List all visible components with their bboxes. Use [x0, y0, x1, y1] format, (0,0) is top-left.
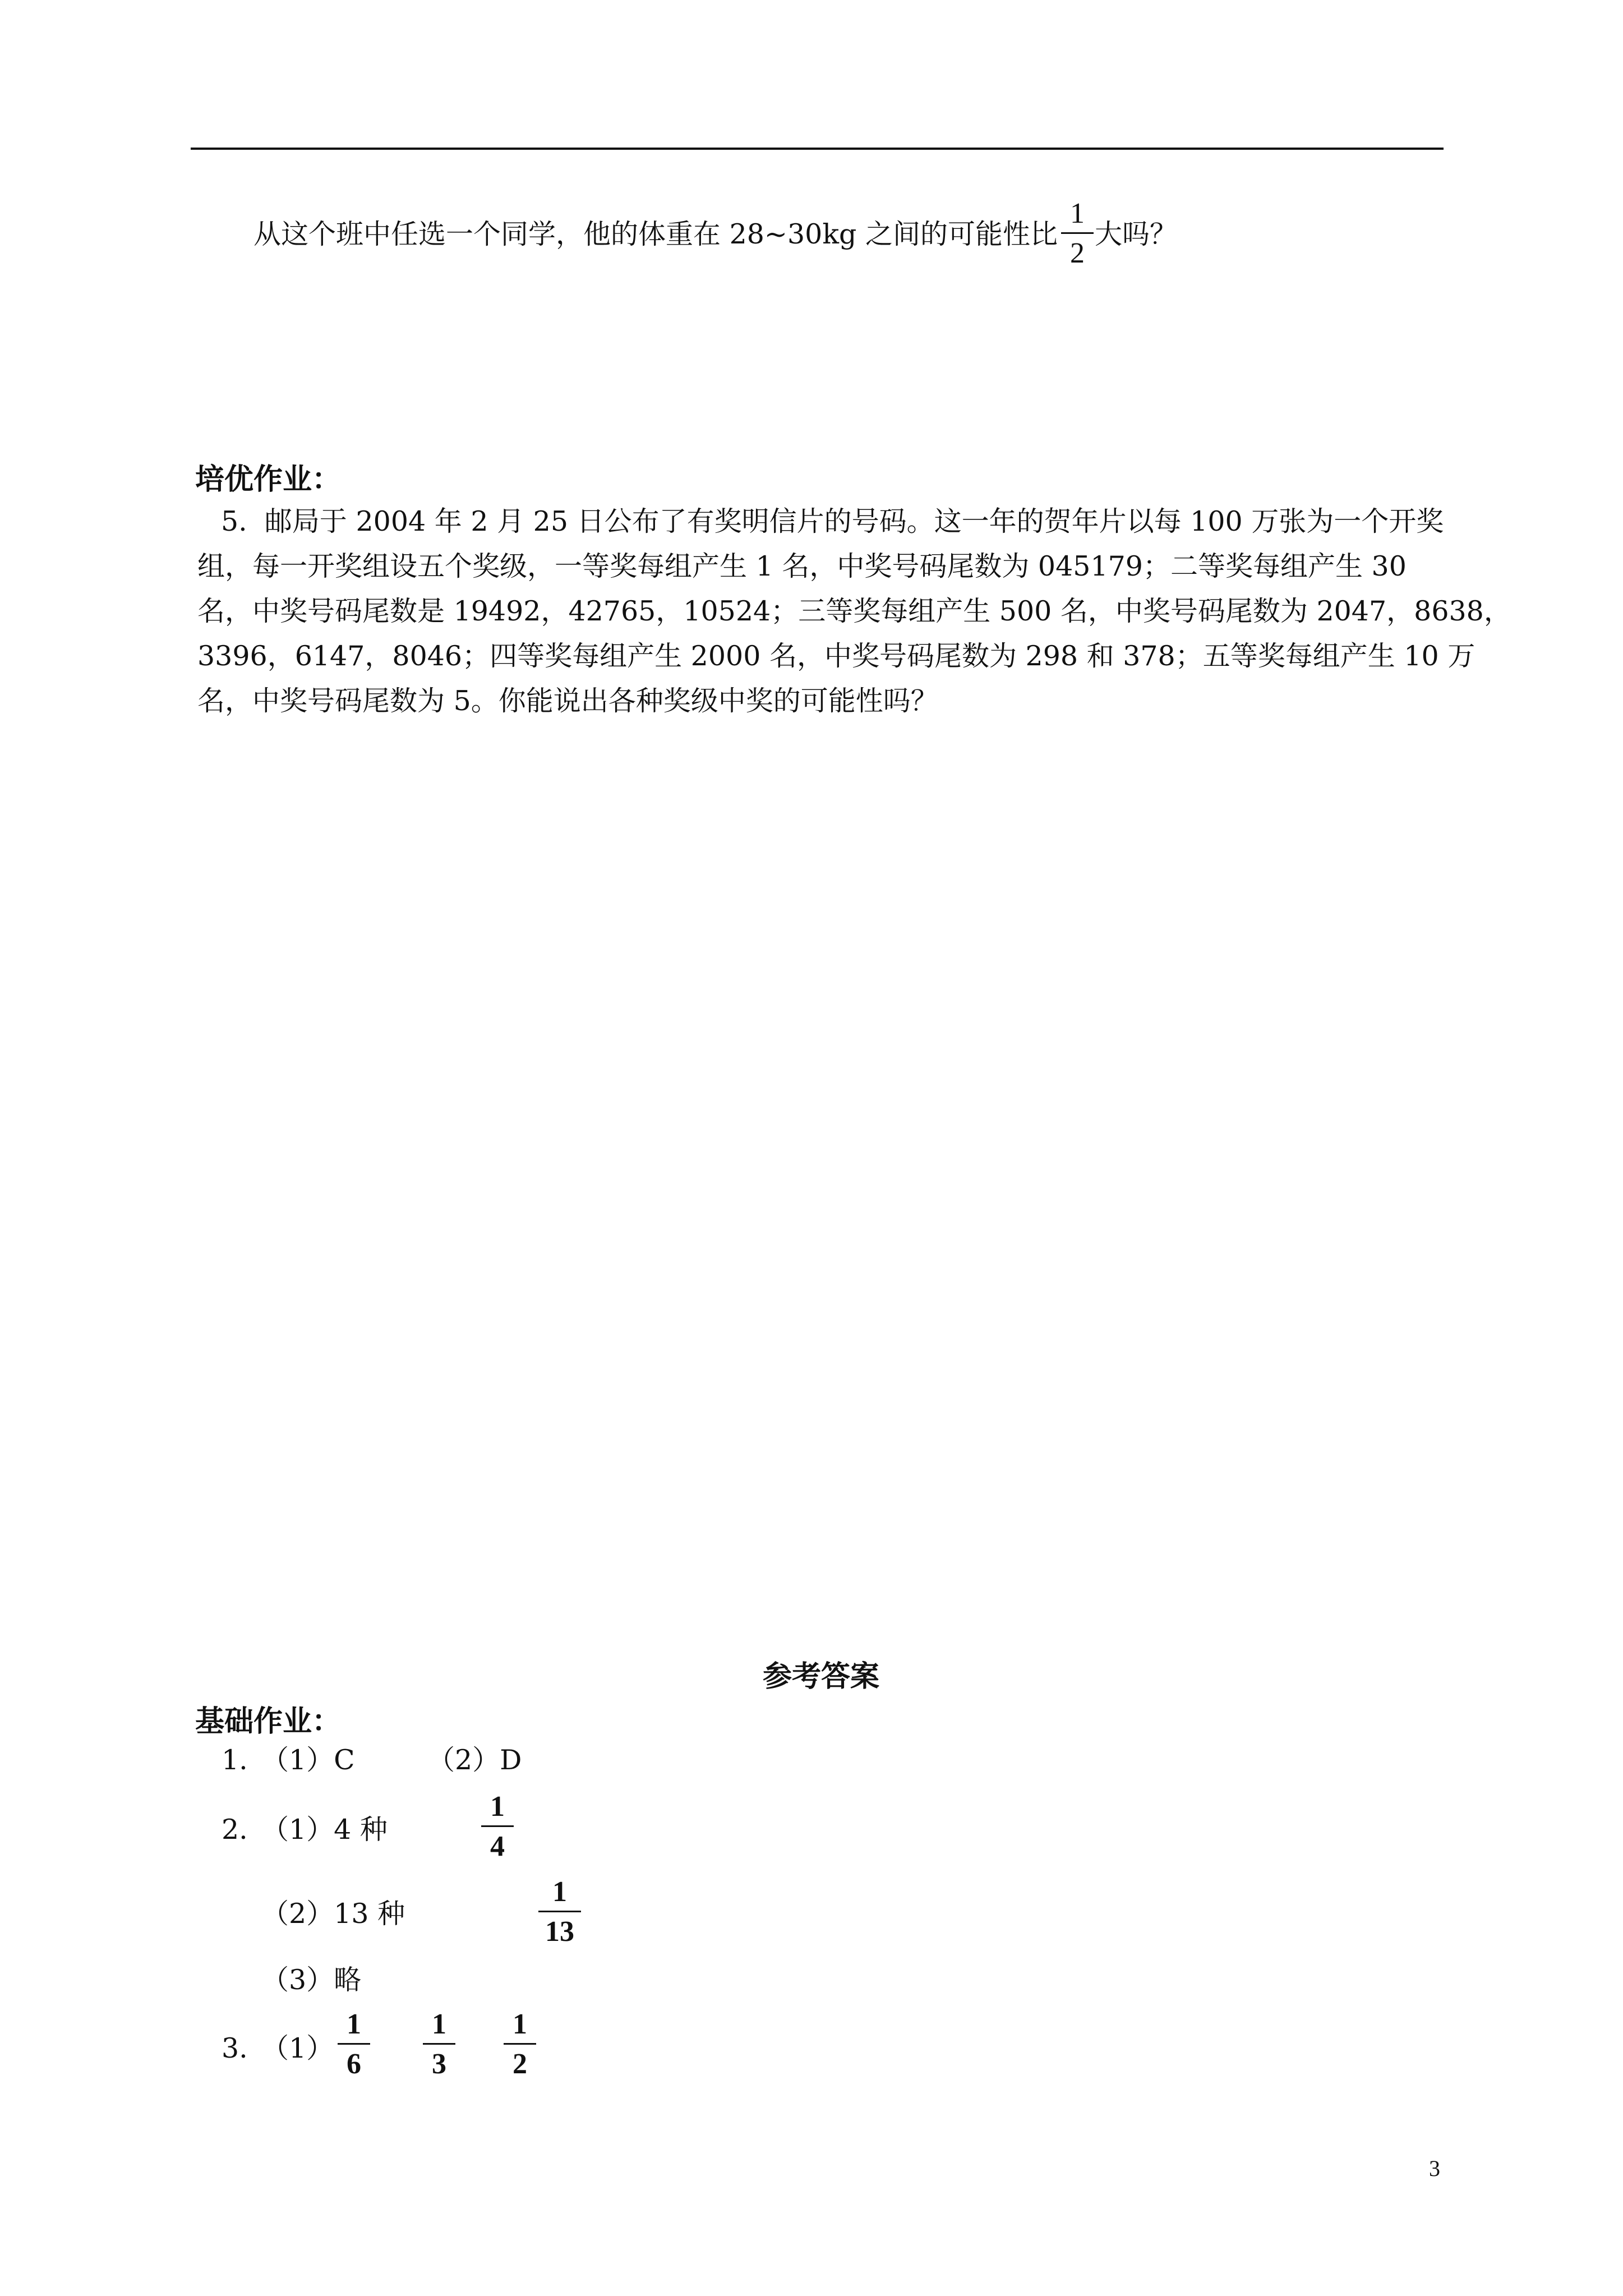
fraction-bar	[481, 1825, 514, 1827]
question-line: 名，中奖号码尾数为 5。你能说出各种奖级中奖的可能性吗？	[197, 685, 938, 717]
fraction-numerator: 1	[432, 2008, 446, 2040]
answer-2-part2-fraction	[538, 1876, 581, 1948]
answer-2-part1-fraction	[481, 1791, 514, 1863]
fraction-denominator: 3	[432, 2048, 446, 2080]
answers-title: 参考答案	[763, 1659, 880, 1694]
question-text: 邮局于 2004 年 2 月 25 日公布了有奖明信片的号码。这一年的贺年片以每 100 万张为一个开奖	[264, 505, 1444, 537]
answer-2-number: 2.	[222, 1814, 248, 1846]
answer-3-fraction-1	[338, 2008, 370, 2081]
fraction-denominator: 2	[513, 2048, 527, 2080]
question-line: 3396，6147，8046；四等奖每组产生 2000 名，中奖号码尾数为 298 和 378；五等奖每组产生 10 万	[197, 640, 1476, 672]
answer-2-part1-label: （1）4 种	[261, 1814, 388, 1846]
fraction-numerator: 1	[347, 2008, 361, 2040]
fraction-bar	[423, 2043, 455, 2045]
answer-3-fraction-3	[504, 2008, 536, 2081]
question-tail-fraction	[1061, 197, 1094, 270]
question-tail-prefix: 从这个班中任选一个同学，他的体重在 28~30kg 之间的可能性比	[253, 218, 1058, 250]
page-number: 3	[1429, 2156, 1440, 2181]
answer-2-part3-label: （3）略	[261, 1964, 362, 1996]
answer-3-label: （1）	[261, 2032, 334, 2064]
fraction-denominator: 2	[1070, 237, 1085, 269]
fraction-numerator: 1	[1070, 197, 1085, 229]
fraction-numerator: 1	[490, 1791, 505, 1823]
question-tail-suffix: 大吗？	[1095, 218, 1178, 250]
item-number: 5.	[221, 505, 247, 537]
fraction-denominator: 13	[545, 1916, 574, 1948]
advanced-section-heading: 培优作业：	[195, 462, 342, 496]
answer-3-fraction-2	[423, 2008, 455, 2081]
answer-1-part1: （1）C	[261, 1744, 355, 1776]
answer-2-part2-label: （2）13 种	[261, 1898, 405, 1930]
fraction-denominator: 6	[347, 2048, 361, 2080]
fraction-denominator: 4	[490, 1830, 505, 1862]
question-line: 名，中奖号码尾数是 19492，42765，10524；三等奖每组产生 500 名，中奖号码尾数为 2047，8638，	[197, 595, 1511, 627]
answer-1-number: 1.	[222, 1744, 248, 1776]
fraction-bar	[338, 2043, 370, 2045]
question-line	[197, 499, 1448, 544]
advanced-question-5	[197, 499, 1511, 724]
fraction-bar	[1061, 232, 1094, 234]
fraction-numerator: 1	[513, 2008, 527, 2040]
fraction-numerator: 1	[552, 1876, 567, 1908]
answer-1-part2: （2）D	[427, 1744, 522, 1776]
fraction-bar	[538, 1911, 581, 1912]
fraction-bar	[504, 2043, 536, 2045]
question-line: 组，每一开奖组设五个奖级，一等奖每组产生 1 名，中奖号码尾数为 045179；二等奖每组产生 30	[197, 550, 1407, 582]
answer-3-number: 3.	[222, 2032, 248, 2064]
basic-section-heading: 基础作业：	[195, 1704, 342, 1738]
header-rule	[191, 148, 1444, 150]
